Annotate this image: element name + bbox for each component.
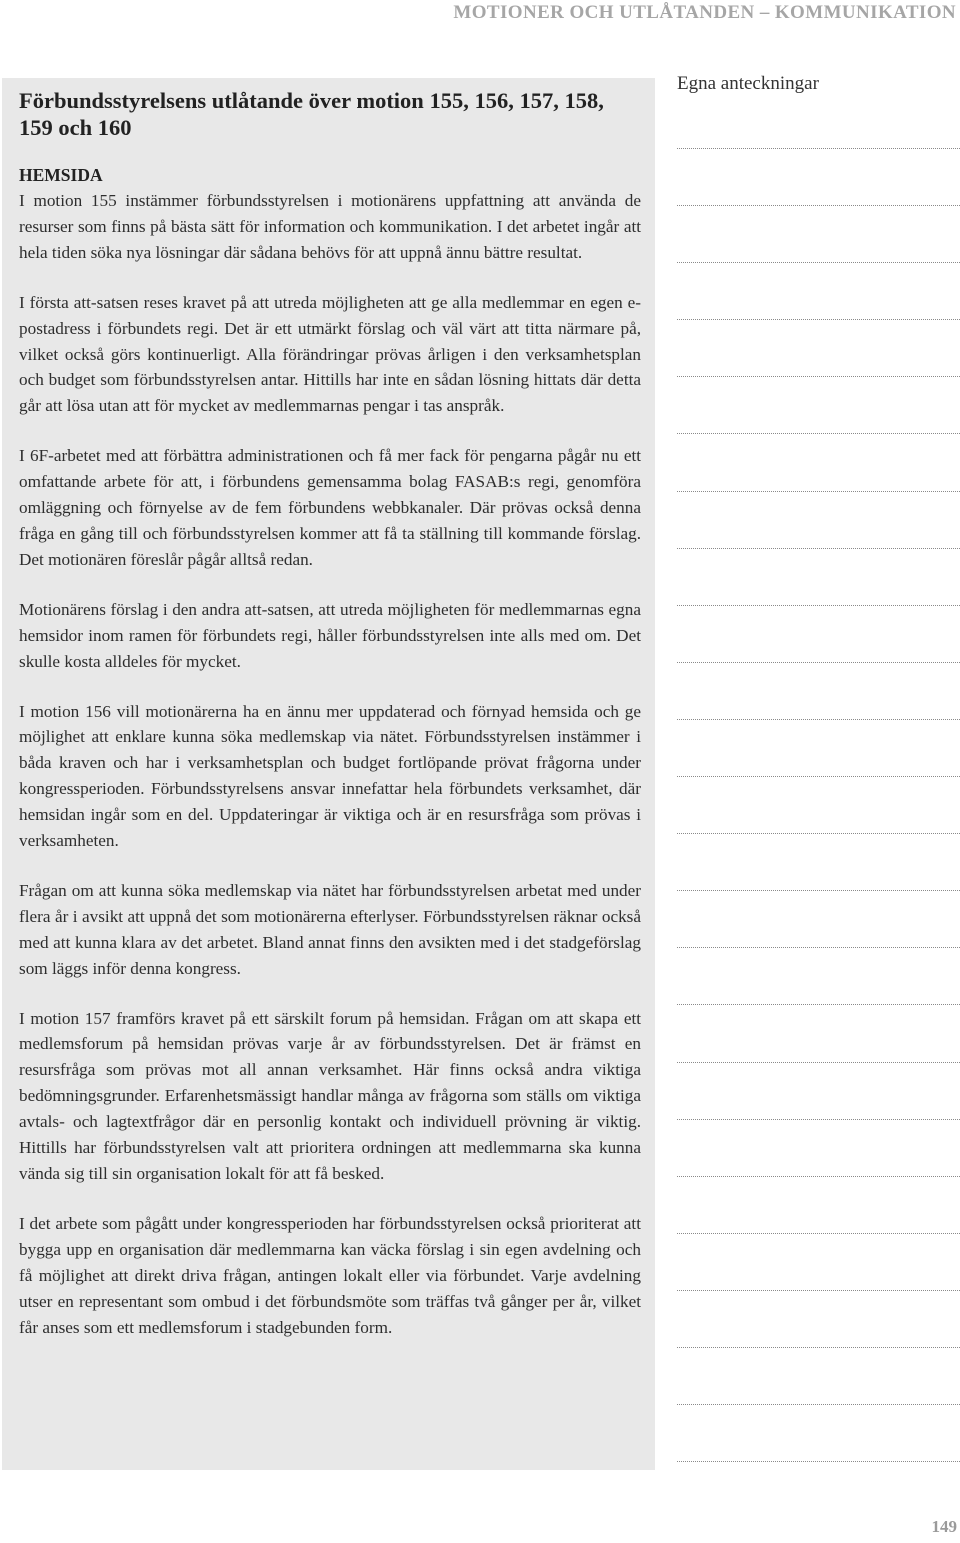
section-heading: HEMSIDA <box>19 165 103 185</box>
note-line <box>677 662 960 719</box>
note-line <box>677 1347 960 1404</box>
note-line <box>677 205 960 262</box>
note-line <box>677 890 960 947</box>
note-line <box>677 605 960 662</box>
note-line <box>677 1004 960 1061</box>
page-number: 149 <box>931 1517 957 1536</box>
note-line <box>677 1461 960 1518</box>
statement-title: Förbundsstyrelsens utlåtande över motion 155, 156, 157, 158, 159 och 160 <box>19 88 604 140</box>
running-header: MOTIONER OCH UTLÅTANDEN – KOMMUNIKATION <box>453 2 956 23</box>
note-line <box>677 262 960 319</box>
note-line <box>677 148 960 205</box>
notes-title: Egna anteckningar <box>677 73 819 94</box>
note-line <box>677 319 960 376</box>
note-line <box>677 1404 960 1461</box>
paragraph: Motionärens förslag i den andra att-satsen, att utreda möjligheten för medlemmarnas egna hemsidor inom ramen för förbundets regi, håller förbundsstyrelsen inte alls med om. Det skulle kosta alldeles för mycket. <box>19 599 641 671</box>
paragraph: I första att-satsen reses kravet på att utreda möjligheten att ge alla medlemmar en egen e-postadress i förbundets regi. Det är ett utmärkt förslag och väl värt att titta närmare på, vilket också görs kontinuerligt. Alla förändringar prövas årligen i den verksamhetsplan och budget som förbundsstyrelsen antar. Hittills har inte en sådan lösning hittats där detta går att lösa utan att för mycket av medlemmarnas pengar i tas anspråk. <box>19 292 641 416</box>
note-line <box>677 1119 960 1176</box>
statement-panel <box>2 78 655 1470</box>
note-line <box>677 1176 960 1233</box>
note-line <box>677 433 960 490</box>
paragraph: I det arbete som pågått under kongressperioden har förbundsstyrelsen också prioriterat att bygga upp en organisation där medlemmarna kan väcka förslag i sin egen avdelning och få möjlighet att direkt driva frågan, antingen lokalt eller via förbundet. Varje avdelning utser en representant som ombud i det förbundsmöte som träffas två gånger per år, vilket får anses som ett medlemsforum i stadgebunden form. <box>19 1213 641 1337</box>
note-line <box>677 947 960 1004</box>
note-line <box>677 1290 960 1347</box>
paragraph: I motion 156 vill motionärerna ha en ännu mer uppdaterad och förnyad hemsida och ge möjlighet att enklare kunna söka medlemskap via nätet. Förbundsstyrelsen instämmer i båda kraven och har i verksamhetsplan och budget fortlöpande prövat frågorna under kongressperioden. Förbundsstyrelsens ansvar innefattar hela förbundets verksamhet, där hemsidan ingår som en del. Uppdateringar är viktiga och är en resursfråga som prövas i verksamheten. <box>19 701 641 851</box>
note-line <box>677 1233 960 1290</box>
note-line <box>677 833 960 890</box>
notes-column <box>677 72 960 1472</box>
note-line <box>677 491 960 548</box>
note-lines <box>677 148 960 1518</box>
paragraph: I motion 155 instämmer förbundsstyrelsen i motionärens uppfattning att använda de resurser som finns på bästa sätt för information och kommunikation. I det arbetet ingår att hela tiden söka nya lösningar där sådana behövs för att uppnå ännu bättre resultat. <box>19 191 641 262</box>
note-line <box>677 376 960 433</box>
paragraph: I motion 157 framförs kravet på ett särskilt forum på hemsidan. Frågan om att skapa ett medlemsforum på hemsidan prövas varje år av förbundsstyrelsen. Det är främst en resursfråga som prövas mot all annan verksamhet. Här finns också andra viktiga bedömningsgrunder. Erfarenhetsmässigt handlar många av frågorna som ställs om viktiga avtals- och lagtextfrågor där en personlig kontakt och individuell prövning är viktig. Hittills har förbundsstyrelsen valt att prioritera ordningen att medlemmarna ska kunna vända sig till sin organisation lokalt för att få besked. <box>19 1008 641 1183</box>
note-line <box>677 1062 960 1119</box>
note-line <box>677 548 960 605</box>
paragraph: Frågan om att kunna söka medlemskap via nätet har förbundsstyrelsen arbetat med under flera år i avsikt att uppnå det som motionärerna efterlyser. Förbundsstyrelsen räknar också med att kunna klara av det arbetet. Bland annat finns den avsikten med i det stadgeförslag som läggs inför denna kongress. <box>19 880 641 978</box>
note-line <box>677 719 960 776</box>
note-line <box>677 776 960 833</box>
paragraph: I 6F-arbetet med att förbättra administrationen och få mer fack för pengarna pågår nu ett omfattande arbete för att, i förbundens gemensamma bolag FASAB:s regi, genomföra omläggning och förnyelse av de fem förbundens webbkanaler. Där prövas också denna fråga en gång till och förbundsstyrelsen kommer att få ta ställning till kommande förslag. Det motionären föreslår pågår alltså redan. <box>19 446 641 569</box>
